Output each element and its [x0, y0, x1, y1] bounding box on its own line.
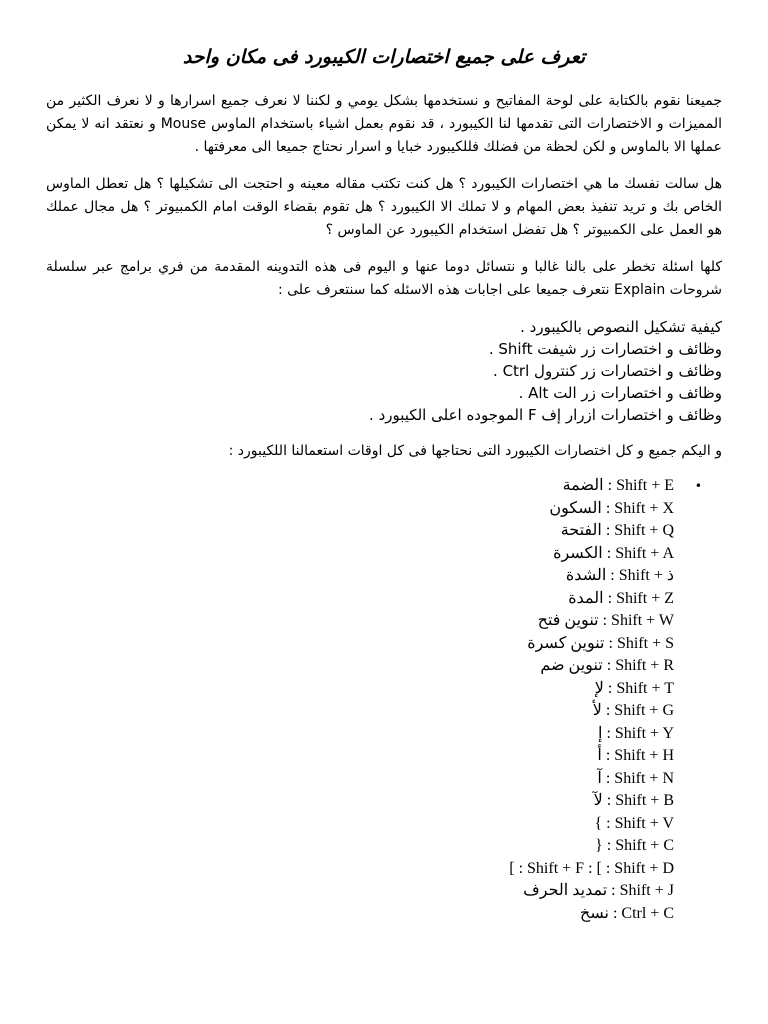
shortcut-item — [46, 565, 674, 588]
shortcut-meaning: } — [594, 814, 603, 832]
shortcut-text — [568, 590, 674, 607]
shortcut-meaning: تنوين ضم — [540, 657, 603, 674]
shortcut-text — [553, 545, 674, 562]
shortcut-keys: Shift + V — [614, 814, 674, 832]
shortcut-keys: Shift + Y — [614, 724, 674, 742]
shortcut-text — [566, 567, 674, 584]
shortcut-keys: Shift + C — [615, 837, 674, 854]
shortcut-separator: : — [602, 814, 615, 832]
shortcut-meaning: إ — [597, 724, 603, 742]
shortcut-meaning: تمديد الحرف — [523, 882, 608, 899]
questions-paragraph: هل سالت نفسك ما هي اختصارات الكيبورد ؟ هل كنت تكتب مقاله معينه و احتجت الى تشكيلها ؟ هل تعطل الماوس الخاص بك و تريد تنفيذ بعض المهام و لا تملك الا الكيبورد ؟ هل تقوم بقضاء الوقت امام الكمبيوتر ؟ هل مجال عملك هو العمل على الكمبيوتر ؟ هل تفضل استخدام الكيبورد عن الماوس ؟ — [46, 176, 722, 238]
shortcut-keys: Shift + S — [616, 634, 674, 652]
shortcut-keys: Shift + ذ — [618, 567, 674, 584]
shortcut-separator: : — [603, 679, 617, 697]
shortcut-text — [597, 747, 674, 764]
shortcut-item — [46, 655, 674, 678]
shortcut-separator: : — [607, 882, 620, 899]
shortcut-item — [46, 768, 674, 791]
shortcut-separator: : — [601, 499, 615, 517]
shortcut-separator: : — [603, 477, 617, 494]
shortcut-meaning: لآ — [593, 792, 603, 809]
shortcut-meaning: لأ — [592, 702, 602, 719]
shortcut-meaning: السكون — [549, 499, 602, 517]
shortcut-item — [46, 633, 674, 656]
shortcut-item — [46, 858, 674, 881]
shortcut-meaning: أ — [597, 747, 602, 764]
shortcut-separator: : — [601, 769, 615, 787]
shortcut-item — [46, 790, 674, 813]
shortcut-text — [595, 837, 674, 854]
shortcut-meaning: { — [595, 837, 603, 854]
shortcuts-intro: و اليكم جميع و كل اختصارات الكيبورد التى نحتاجها فى كل اوقات استعمالنا اللكيبورد : — [228, 443, 722, 459]
shortcut-text — [563, 477, 674, 494]
shortcut-keys: Shift + E — [616, 477, 674, 494]
shortcut-item — [46, 678, 674, 701]
shortcut-keys: Ctrl + C — [621, 904, 674, 922]
topic-line: وظائف و اختصارات زر كنترول Ctrl . — [493, 362, 722, 380]
shortcut-separator: : — [604, 634, 617, 652]
shortcut-text — [580, 905, 674, 922]
shortcut-text — [595, 680, 674, 697]
shortcut-separator: : — [601, 522, 615, 539]
shortcut-keys: Shift + W — [611, 612, 674, 629]
shortcut-keys: Shift + A — [615, 544, 674, 562]
topics-list — [46, 316, 722, 426]
shortcut-separator: : — [603, 589, 617, 607]
page-title: تعرف على جميع اختصارات الكيبورد فى مكان واحد — [182, 46, 586, 68]
shortcut-item — [46, 588, 674, 611]
shortcut-keys: Shift + B — [615, 792, 674, 809]
shortcut-separator: : — [598, 612, 612, 629]
shortcut-keys: Shift + T — [616, 679, 674, 697]
shortcut-meaning: ] : Shift + F : ] — [509, 859, 602, 877]
shortcut-item — [46, 475, 702, 498]
shortcut-text — [523, 882, 674, 899]
document-page — [46, 40, 722, 925]
shortcut-keys: Shift + J — [619, 882, 674, 899]
shortcut-keys: Shift + R — [615, 657, 674, 674]
shortcut-meaning: لإ — [594, 679, 604, 697]
shortcut-text — [594, 815, 674, 832]
shortcut-text — [597, 770, 674, 787]
intro-paragraph: جميعنا نقوم بالكتابة على لوحة المفاتيح و نستخدمها بشكل يومي و لكننا لا نعرف جميع اسرارها و لا نعرف الكثير من المميزات و الاختصارات التى تقدمها لنا الكيبورد ، قد نقوم بعمل اشياء باستخدام الماوس Mouse و نعتقد انه لا يمكن عملها الا بالماوس و لكن لحظة من فضلك فللكيبورد خبايا و اسرار نحتاج جميعا الى معرفتها . — [46, 93, 722, 155]
shortcut-meaning: الكسرة — [553, 544, 603, 562]
shortcut-item — [46, 498, 674, 521]
shortcut-separator: : — [602, 657, 616, 674]
shortcut-keys: Shift + D — [614, 859, 674, 877]
shortcut-text — [598, 725, 674, 742]
shortcut-separator: : — [608, 904, 622, 922]
shortcut-keys: Shift + Q — [614, 522, 674, 539]
topic-line: كيفية تشكيل النصوص بالكيبورد . — [520, 318, 722, 336]
shortcut-item — [46, 835, 674, 858]
shortcut-text — [594, 792, 674, 809]
shortcut-separator: : — [602, 724, 615, 742]
bullet-icon: • — [694, 479, 702, 493]
shortcut-keys: Shift + X — [614, 499, 674, 517]
shortcut-item — [46, 543, 674, 566]
shortcut-item — [46, 813, 674, 836]
shortcut-separator: : — [602, 837, 616, 854]
shortcut-meaning: الفتحة — [560, 522, 602, 539]
shortcut-meaning: الضمة — [562, 477, 604, 494]
shortcut-meaning: الشدة — [565, 567, 607, 584]
shortcut-separator: : — [601, 859, 615, 877]
shortcut-separator: : — [602, 544, 616, 562]
shortcut-separator: : — [601, 747, 615, 764]
shortcut-text — [527, 635, 674, 652]
shortcut-meaning: المدة — [568, 589, 604, 607]
shortcut-separator: : — [602, 792, 616, 809]
shortcut-text — [593, 702, 674, 719]
shortcut-meaning: تنوين كسرة — [527, 634, 605, 652]
shortcut-item — [46, 745, 674, 768]
shortcut-text — [509, 860, 674, 877]
shortcut-keys: Shift + H — [614, 747, 674, 764]
topic-line: وظائف و اختصارات زر شيفت Shift . — [488, 340, 722, 358]
shortcut-item — [46, 700, 674, 723]
shortcut-separator: : — [601, 702, 615, 719]
shortcut-text — [561, 522, 674, 539]
shortcut-item — [46, 520, 674, 543]
shortcut-meaning: نسخ — [579, 904, 609, 922]
shortcut-text — [549, 500, 674, 517]
shortcut-keys: Shift + N — [614, 769, 674, 787]
shortcut-list — [46, 475, 722, 925]
shortcut-item — [46, 880, 674, 903]
shortcut-meaning: آ — [597, 769, 602, 787]
shortcut-text — [540, 657, 674, 674]
topic-line: وظائف و اختصارات ازرار إف F الموجوده اعلى الكيبورد . — [369, 406, 722, 424]
topic-line: وظائف و اختصارات زر الت Alt . — [518, 384, 722, 402]
shortcut-item — [46, 610, 674, 633]
shortcut-keys: Shift + Z — [616, 589, 674, 607]
shortcut-keys: Shift + G — [614, 702, 674, 719]
shortcut-item — [46, 723, 674, 746]
shortcut-separator: : — [606, 567, 619, 584]
shortcut-item — [46, 903, 674, 926]
shortcut-meaning: تنوين فتح — [537, 612, 599, 629]
shortcut-text — [538, 612, 674, 629]
explain-paragraph: كلها اسئلة تخطر على بالنا غالبا و نتسائل دوما عنها و اليوم فى هذه التدوينه المقدمة من فري برامج عبر سلسلة شروحات Explain نتعرف جميعا على اجابات هذه الاسئله كما سنتعرف على : — [46, 259, 722, 298]
